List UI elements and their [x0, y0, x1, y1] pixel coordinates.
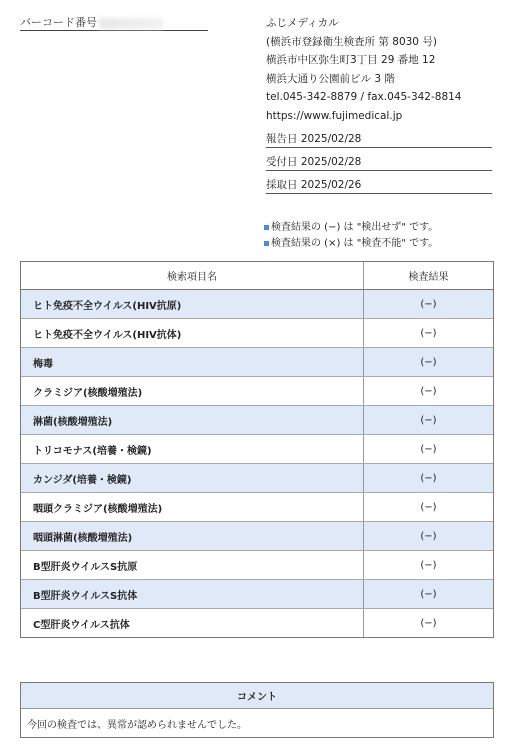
received-date-row	[266, 154, 492, 171]
results-table-header	[21, 262, 493, 290]
table-row	[21, 580, 493, 609]
test-result-value: (−)	[420, 617, 437, 629]
received-date-label: 受付日	[266, 156, 298, 168]
test-item-name: 梅毒	[21, 348, 364, 376]
test-item-name: 淋菌(核酸増殖法)	[21, 406, 364, 434]
barcode-field	[20, 14, 208, 31]
bullet-square-icon	[264, 241, 269, 246]
company-contact: tel.045-342-8879 / fax.045-342-8814	[266, 91, 462, 103]
note-item: 検査結果の (×) は "検査不能" です。	[264, 236, 438, 252]
table-row	[21, 348, 493, 377]
test-result-value: (−)	[420, 414, 437, 426]
table-row	[21, 290, 493, 319]
table-row	[21, 319, 493, 348]
test-result-value: (−)	[420, 559, 437, 571]
table-row	[21, 522, 493, 551]
bullet-square-icon	[264, 225, 269, 230]
table-row	[21, 464, 493, 493]
barcode-label: バーコード番号	[20, 16, 97, 29]
collection-date-value: 2025/02/26	[300, 179, 362, 191]
table-row	[21, 406, 493, 435]
test-item-name: ヒト免疫不全ウイルス(HIV抗原)	[21, 290, 364, 318]
company-info	[266, 14, 462, 125]
company-registration: (横浜市登録衛生検査所 第 8030 号)	[266, 35, 437, 48]
header-test-result: 検査結果	[408, 272, 449, 283]
report-date-label: 報告日	[266, 133, 298, 145]
barcode-redacted-value	[99, 18, 163, 29]
header-test-item: 検索項目名	[21, 262, 364, 289]
test-result-value: (−)	[420, 298, 437, 310]
received-date-value: 2025/02/28	[300, 156, 362, 168]
comment-text: 今回の検査では、異常が認められませんでした。	[27, 719, 247, 731]
company-url[interactable]: https://www.fujimedical.jp	[266, 109, 403, 122]
test-result-value: (−)	[420, 385, 437, 397]
company-address-line2: 横浜大通り公園前ビル 3 階	[266, 72, 395, 85]
test-item-name: B型肝炎ウイルスS抗体	[21, 580, 364, 608]
test-item-name: ヒト免疫不全ウイルス(HIV抗体)	[21, 319, 364, 347]
result-legend-notes	[264, 220, 438, 252]
test-item-name: 咽頭淋菌(核酸増殖法)	[21, 522, 364, 550]
comment-box	[20, 682, 494, 738]
test-result-value: (−)	[420, 443, 437, 455]
test-item-name: C型肝炎ウイルス抗体	[21, 609, 364, 637]
results-table-body	[21, 290, 493, 637]
test-item-name: B型肝炎ウイルスS抗原	[21, 551, 364, 579]
report-date-value: 2025/02/28	[300, 133, 362, 145]
table-row	[21, 609, 493, 637]
test-result-value: (−)	[420, 356, 437, 368]
test-result-value: (−)	[420, 327, 437, 339]
test-result-value: (−)	[420, 588, 437, 600]
comment-title: コメント	[21, 683, 493, 709]
table-row	[21, 493, 493, 522]
collection-date-row	[266, 177, 492, 194]
company-address-line1: 横浜市中区弥生町3丁目 29 番地 12	[266, 54, 436, 66]
test-item-name: 咽頭クラミジア(核酸増殖法)	[21, 493, 364, 521]
collection-date-label: 採取日	[266, 179, 298, 191]
date-section	[266, 131, 492, 200]
report-date-row	[266, 131, 492, 148]
table-row	[21, 551, 493, 580]
test-result-value: (−)	[420, 501, 437, 513]
test-result-value: (−)	[420, 530, 437, 542]
table-row	[21, 435, 493, 464]
test-item-name: クラミジア(核酸増殖法)	[21, 377, 364, 405]
note-item: 検査結果の (−) は "検出せず" です。	[264, 220, 438, 236]
test-item-name: トリコモナス(培養・検鏡)	[21, 435, 364, 463]
results-table	[20, 261, 494, 638]
test-result-value: (−)	[420, 472, 437, 484]
table-row	[21, 377, 493, 406]
company-name: ふじメディカル	[266, 17, 339, 29]
test-item-name: カンジダ(培養・検鏡)	[21, 464, 364, 492]
